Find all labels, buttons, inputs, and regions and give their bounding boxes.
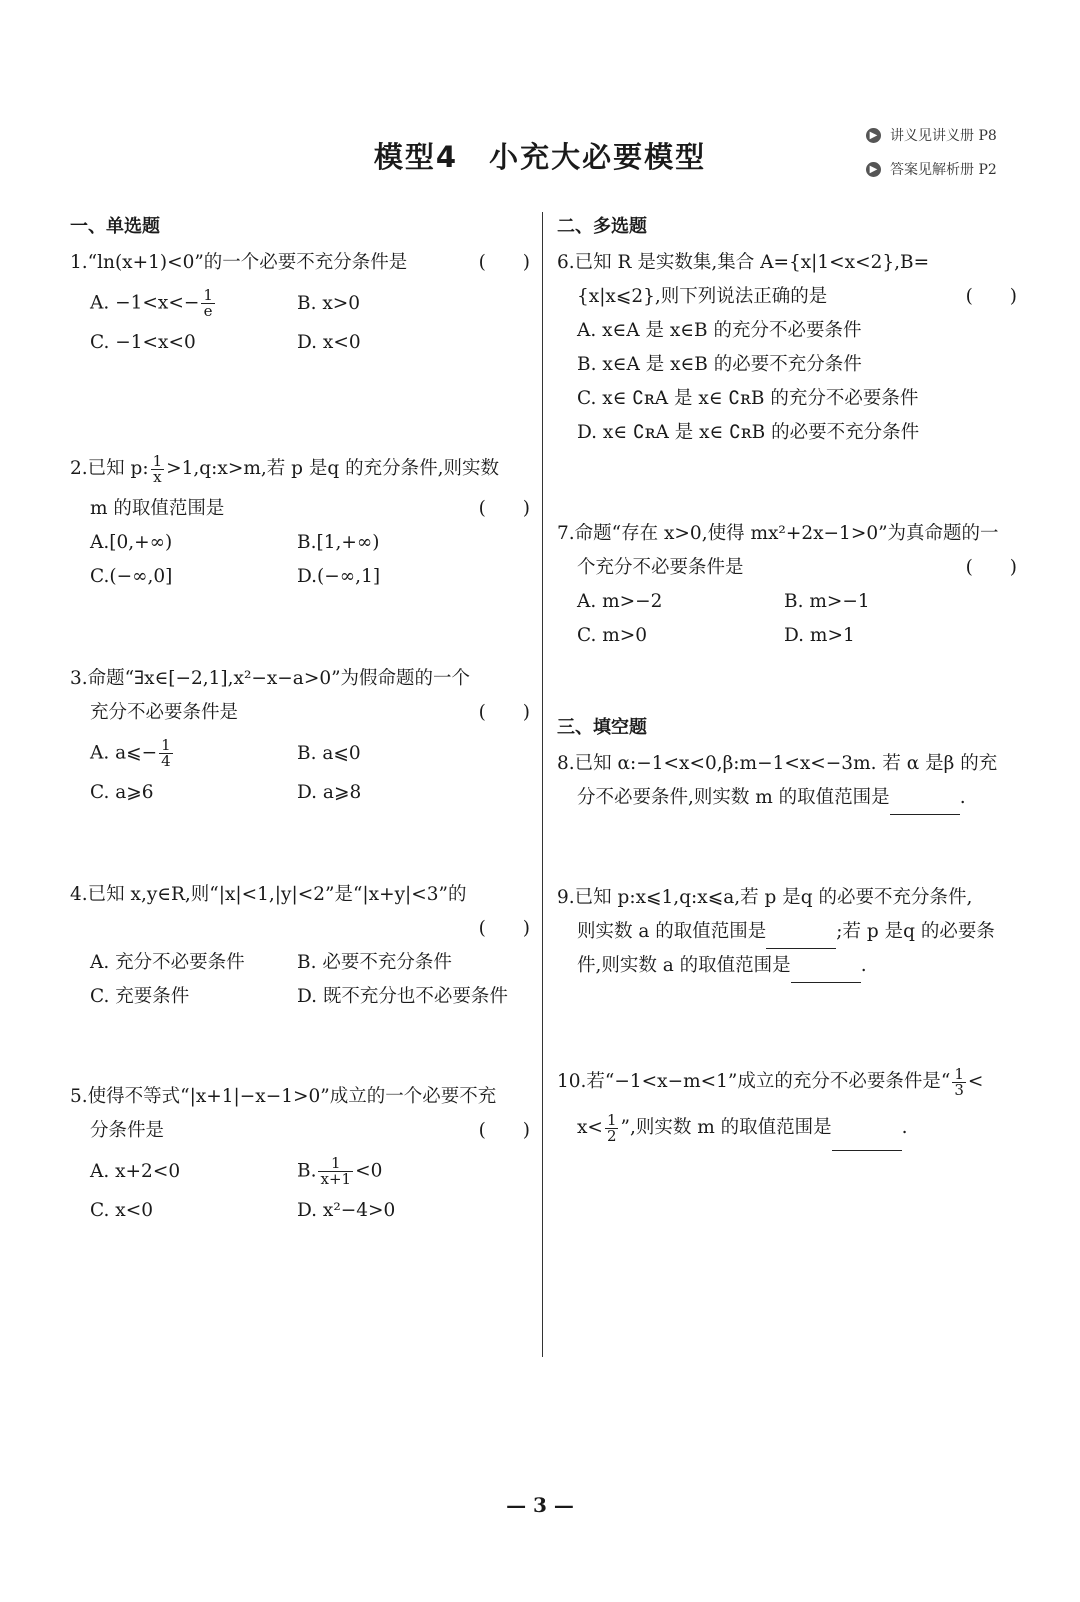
q7-stem-b: 个充分不必要条件是 [577, 557, 744, 578]
q5-stem: 5.使得不等式“|x+1|−x−1>0”成立的一个必要不充 [70, 1086, 497, 1107]
q3-stem-b: 充分不必要条件是 [90, 702, 239, 723]
answer-blank[interactable] [791, 962, 861, 983]
question-9: 9.已知 p:x⩽1,q:x⩽a,若 p 是q 的必要不充分条件, 则实数 a 的取值范围是 ;若 p 是q 的必要条 件,则实数 a 的取值范围是 . [557, 881, 1017, 983]
ref-answer [866, 152, 997, 186]
q6-option-a: A. x∈A 是 x∈B 的充分不必要条件 [577, 320, 862, 341]
q2-option-d: D.(−∞,1] [297, 566, 381, 587]
q8-stem-b: 分不必要条件,则实数 m 的取值范围是 [577, 787, 890, 808]
answer-paren: ( ) [965, 557, 1017, 578]
q3-option-c: C. a⩾6 [90, 782, 154, 803]
answer-paren: ( ) [478, 1120, 530, 1141]
question-1 [70, 246, 530, 360]
question-7 [557, 517, 1017, 653]
ref-lecture-text: 讲义见讲义册 P8 [890, 128, 997, 144]
q7-option-a: A. m>−2 [577, 591, 663, 612]
q6-option-d: D. x∈ ∁ʀA 是 x∈ ∁ʀB 的必要不充分条件 [577, 422, 920, 443]
q10-stem: 10.若“−1<x−m<1”成立的充分不必要条件是“ [557, 1071, 951, 1092]
question-6 [557, 246, 1017, 450]
q1-option-d: D. x<0 [297, 332, 361, 353]
q9-stem: 9.已知 p:x⩽1,q:x⩽a,若 p 是q 的必要不充分条件, [557, 887, 973, 908]
q6-option-b: B. x∈A 是 x∈B 的必要不充分条件 [577, 354, 862, 375]
q4-option-a: A. 充分不必要条件 [90, 952, 245, 973]
arrow-circle-icon: ▶ [866, 162, 881, 177]
question-8: 8.已知 α:−1<x<0,β:m−1<x<−3m. 若 α 是β 的充 分不必要条件,则实数 m 的取值范围是 . [557, 747, 1017, 815]
column-divider [542, 212, 543, 1357]
q7-option-d: D. m>1 [784, 625, 855, 646]
left-column [70, 212, 530, 1228]
section-fill-in: 三、填空题 [557, 717, 647, 738]
q7-option-b: B. m>−1 [784, 591, 870, 612]
question-4 [70, 878, 530, 1014]
q2-option-c: C.(−∞,0] [90, 566, 173, 587]
answer-blank[interactable] [890, 794, 960, 815]
reference-notes [866, 118, 997, 186]
q4-option-c: C. 充要条件 [90, 986, 190, 1007]
q7-stem: 7.命题“存在 x>0,使得 mx²+2x−1>0”为真命题的一 [557, 523, 999, 544]
q3-option-d: D. a⩾8 [297, 782, 362, 803]
answer-blank[interactable] [832, 1130, 902, 1151]
section-multi-choice: 二、多选题 [557, 216, 647, 237]
q7-option-c: C. m>0 [577, 625, 648, 646]
q3-stem: 3.命题“∃x∈[−2,1],x²−x−a>0”为假命题的一个 [70, 668, 471, 689]
q1-option-c: C. −1<x<0 [90, 332, 196, 353]
q9-stem-b: 则实数 a 的取值范围是 [577, 921, 767, 942]
page-title: 模型4 小充大必要模型 [373, 140, 707, 174]
q5-option-a: A. x+2<0 [90, 1160, 181, 1182]
q4-option-b: B. 必要不充分条件 [297, 952, 452, 973]
q3-option-a: A. a⩽− $\frac{1}{4}$ [90, 735, 171, 770]
ref-lecture [866, 118, 997, 152]
answer-blank[interactable] [766, 928, 836, 949]
q5-stem-b: 分条件是 [90, 1120, 165, 1141]
q2-option-a: A.[0,+∞) [90, 532, 173, 553]
answer-paren: ( ) [478, 252, 530, 273]
arrow-circle-icon: ▶ [866, 128, 881, 143]
q3-option-b: B. a⩽0 [297, 742, 361, 764]
q9-stem-d: 件,则实数 a 的取值范围是 [577, 955, 791, 976]
section-single-choice: 一、单选题 [70, 216, 160, 237]
ref-answer-text: 答案见解析册 P2 [890, 162, 997, 178]
question-2: 2.已知 p: $\frac{1}{x}$ >1,q:x>m,若 p 是q 的充分条件,则实数 m 的取值范围是 ( ) A.[0,+∞) B.[1,+∞) C.(−∞,0] D.(−∞,1] [70, 446, 530, 594]
right-column [557, 212, 1017, 1151]
q5-option-c: C. x<0 [90, 1200, 153, 1221]
answer-paren: ( ) [965, 286, 1017, 307]
q6-stem-b: {x|x⩽2},则下列说法正确的是 [577, 286, 828, 307]
question-5 [70, 1080, 530, 1228]
q8-stem: 8.已知 α:−1<x<0,β:m−1<x<−3m. 若 α 是β 的充 [557, 753, 998, 774]
question-10: 10.若“−1<x−m<1”成立的充分不必要条件是“ $\frac{1}{3}$ < x< $\frac{1}{2}$ ”,则实数 m 的取值范围是 . [557, 1059, 1017, 1151]
q10-stem-b: ”,则实数 m 的取值范围是 [620, 1117, 832, 1138]
answer-paren: ( ) [478, 498, 530, 519]
q4-stem: 4.已知 x,y∈R,则“|x|<1,|y|<2”是“|x+y|<3”的 [70, 884, 467, 905]
q4-option-d: D. 既不充分也不必要条件 [297, 986, 508, 1007]
q9-stem-c: ;若 p 是q 的必要条 [836, 921, 995, 942]
q1-option-b: B. x>0 [297, 292, 361, 314]
q2-option-b: B.[1,+∞) [297, 532, 380, 553]
answer-paren: ( ) [478, 918, 530, 939]
q2-stem-c: m 的取值范围是 [90, 498, 225, 519]
q6-option-c: C. x∈ ∁ʀA 是 x∈ ∁ʀB 的充分不必要条件 [577, 388, 919, 409]
page-number: — 3 — [506, 1493, 574, 1517]
answer-paren: ( ) [478, 702, 530, 723]
q1-option-a: A. −1<x<− $\frac{1}{e}$ [90, 285, 213, 320]
q5-option-b: B. $\frac{1}{x+1}$ <0 [297, 1153, 383, 1188]
q1-stem: 1.“ln(x+1)<0”的一个必要不充分条件是 [70, 252, 408, 273]
q5-option-d: D. x²−4>0 [297, 1200, 396, 1221]
question-3 [70, 662, 530, 810]
q2-stem-b: >1,q:x>m,若 p 是q 的充分条件,则实数 [166, 458, 499, 479]
q2-stem-a: 2.已知 p: [70, 458, 149, 479]
q6-stem: 6.已知 R 是实数集,集合 A={x|1<x<2},B= [557, 252, 930, 273]
